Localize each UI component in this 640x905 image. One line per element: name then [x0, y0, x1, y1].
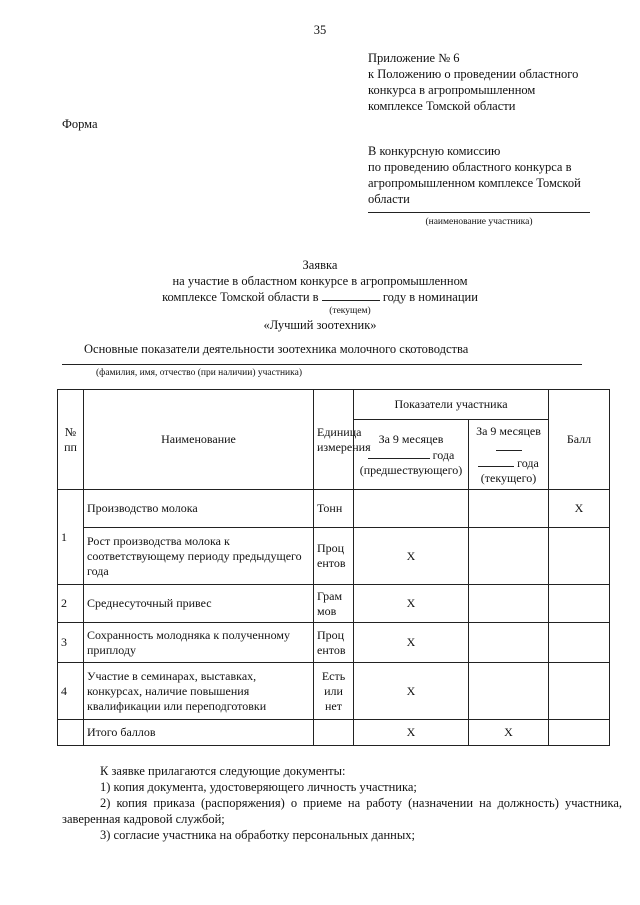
- row-num: 3: [58, 623, 84, 663]
- nomination: «Лучший зоотехник»: [263, 318, 377, 332]
- indicators-heading: Основные показатели деятельности зоотехника молочного скотоводства: [84, 342, 469, 356]
- document-item: 1) копия документа, удостоверяющего личность участника;: [100, 780, 417, 794]
- row-unit: Проц ентов: [314, 528, 354, 585]
- document-item: 3) согласие участника на обработку персональных данных;: [100, 828, 415, 842]
- total-unit: [314, 720, 354, 746]
- row-prev-value[interactable]: X: [354, 623, 469, 663]
- prev-year-blank[interactable]: [368, 447, 430, 459]
- total-curr-value[interactable]: X: [469, 720, 549, 746]
- curr-year-blank[interactable]: [478, 455, 514, 467]
- header-curr-period: [469, 420, 549, 490]
- fio-caption: (фамилия, имя, отчество (при наличии) участника): [96, 368, 302, 378]
- row-name: Участие в семинарах, выставках, конкурсах, наличие повышения квалификации или переподготовки: [84, 663, 314, 720]
- row-name: Сохранность молодняка к полученному приплоду: [84, 623, 314, 663]
- row-curr-value[interactable]: [469, 623, 549, 663]
- row-unit: Есть или нет: [314, 663, 354, 720]
- current-year-caption: (текущем): [329, 306, 371, 316]
- attached-documents: [62, 763, 622, 843]
- table-row: [58, 585, 610, 623]
- application-line-1: на участие в областном конкурсе в агропромышленном: [172, 274, 468, 288]
- appendix-header: [368, 50, 628, 114]
- header-num: № пп: [58, 390, 84, 490]
- row-prev-value[interactable]: X: [354, 663, 469, 720]
- application-line-2-suffix: году в номинации: [382, 290, 478, 304]
- header-prev-period: [354, 420, 469, 490]
- header-score: Балл: [549, 390, 610, 490]
- page-number: 35: [313, 23, 327, 37]
- header-unit: Единица измерения: [314, 390, 354, 490]
- addressee-line: В конкурсную комиссию: [368, 144, 501, 158]
- header-prev-note: (предшествующего): [359, 462, 463, 477]
- document-item: 2) копия приказа (распоряжения) о приеме на работу (назначении на должность) участника, заверенная кадровой службой;: [62, 796, 622, 826]
- header-indicators: Показатели участника: [354, 390, 549, 420]
- row-prev-value[interactable]: X: [354, 585, 469, 623]
- table-row: [58, 623, 610, 663]
- documents-intro: К заявке прилагаются следующие документы:: [100, 764, 346, 778]
- header-prev-label: За 9 месяцев: [378, 431, 444, 446]
- row-name: Среднесуточный привес: [84, 585, 314, 623]
- row-unit: Тонн: [314, 490, 354, 528]
- total-score[interactable]: [549, 720, 610, 746]
- row-curr-value[interactable]: [469, 663, 549, 720]
- curr-month-blank[interactable]: [496, 439, 522, 451]
- row-unit: Грам мов: [314, 585, 354, 623]
- row-score[interactable]: [549, 663, 610, 720]
- addressee-line: области: [368, 192, 410, 206]
- row-num: 1: [58, 490, 84, 585]
- row-num: 2: [58, 585, 84, 623]
- row-score[interactable]: X: [549, 490, 610, 528]
- participant-name-caption: (наименование участника): [425, 217, 533, 227]
- row-score[interactable]: [549, 585, 610, 623]
- application-title-block: [0, 257, 640, 333]
- appendix-line: Приложение № 6: [368, 51, 460, 65]
- application-line-2: [0, 289, 640, 305]
- row-curr-value[interactable]: [469, 490, 549, 528]
- table-row: [58, 490, 610, 528]
- addressee-line: агропромышленном комплексе Томской: [368, 176, 581, 190]
- row-unit: Проц ентов: [314, 623, 354, 663]
- row-prev-value[interactable]: [354, 490, 469, 528]
- table-row: [58, 528, 610, 585]
- total-num: [58, 720, 84, 746]
- row-score[interactable]: [549, 528, 610, 585]
- total-prev-value[interactable]: X: [354, 720, 469, 746]
- form-label: Форма: [62, 117, 98, 131]
- application-line-2-prefix: комплексе Томской области в: [162, 290, 319, 304]
- row-name: Производство молока: [84, 490, 314, 528]
- table-total-row: [58, 720, 610, 746]
- year-blank-field[interactable]: [322, 289, 380, 301]
- header-curr-year: года: [517, 455, 539, 470]
- indicators-table: [57, 389, 610, 746]
- row-name: Рост производства молока к соответствующему периоду предыдущего года: [84, 528, 314, 585]
- row-score[interactable]: [549, 623, 610, 663]
- row-prev-value[interactable]: X: [354, 528, 469, 585]
- appendix-line: конкурса в агропромышленном: [368, 83, 536, 97]
- header-prev-year: года: [432, 447, 455, 462]
- appendix-line: комплексе Томской области: [368, 99, 516, 113]
- row-curr-value[interactable]: [469, 585, 549, 623]
- row-num: 4: [58, 663, 84, 720]
- fio-field[interactable]: [62, 364, 582, 365]
- addressee-block: [368, 143, 608, 207]
- participant-name-field[interactable]: [368, 212, 590, 213]
- row-curr-value[interactable]: [469, 528, 549, 585]
- appendix-line: к Положению о проведении областного: [368, 67, 579, 81]
- addressee-line: по проведению областного конкурса в: [368, 160, 572, 174]
- table-row: [58, 663, 610, 720]
- application-title: Заявка: [302, 258, 338, 272]
- header-curr-label: За 9 месяцев: [476, 423, 541, 438]
- header-name: Наименование: [84, 390, 314, 490]
- total-label: Итого баллов: [84, 720, 314, 746]
- header-curr-note: (текущего): [480, 470, 537, 485]
